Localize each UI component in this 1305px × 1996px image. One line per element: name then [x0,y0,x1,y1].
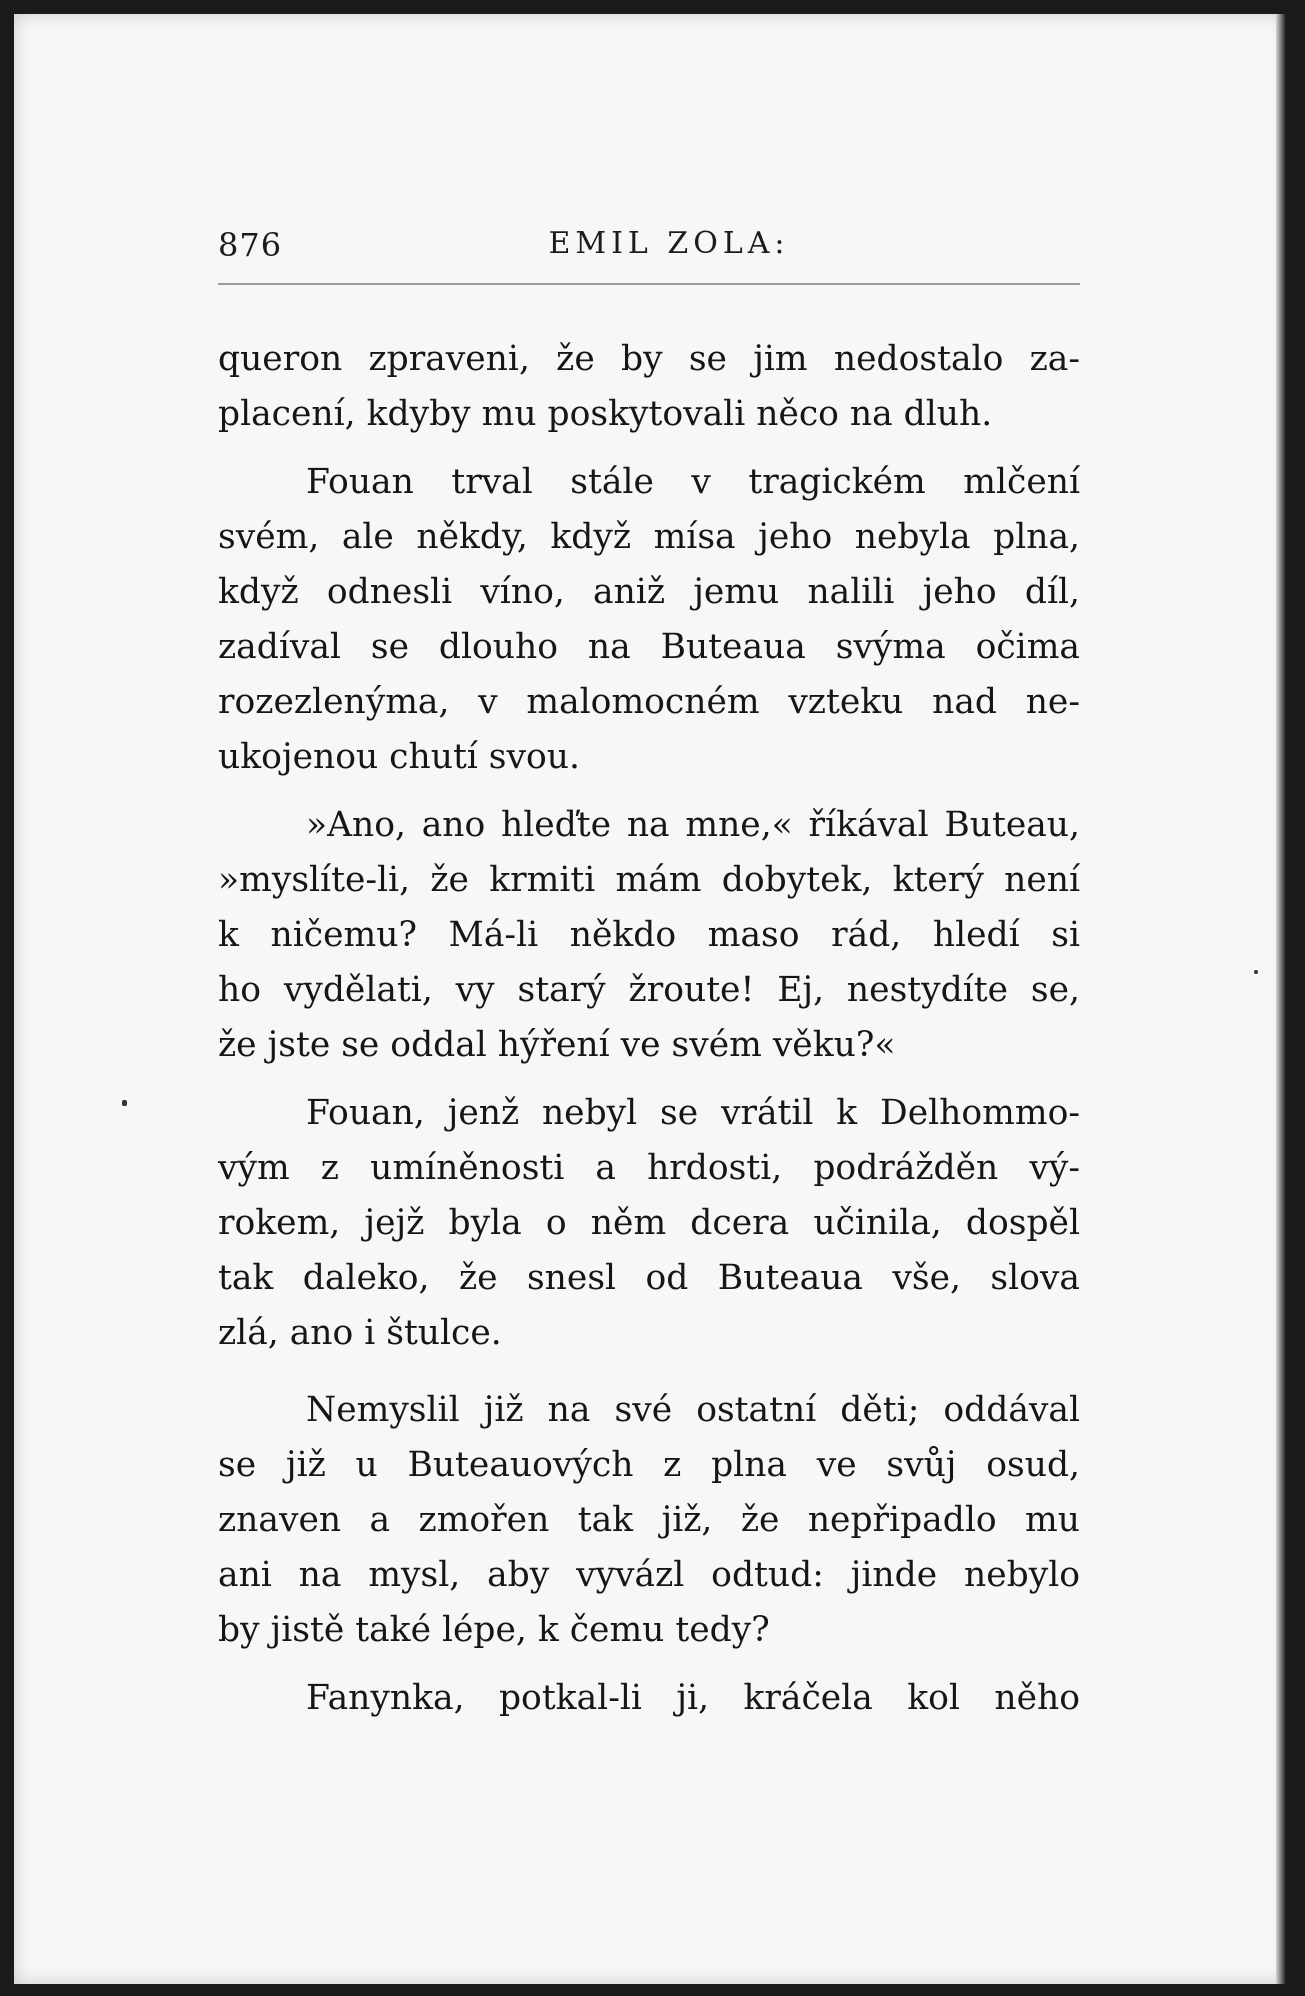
text-line: když odnesli víno, aniž jemu nalili jeho díl, [218,572,1080,612]
text-line: »myslíte-li, že krmiti mám dobytek, který není [218,860,1080,900]
paragraph [218,1086,1080,1361]
text-line: zadíval se dlouho na Buteaua svýma očima [218,627,1080,667]
text-line: svém, ale někdy, když mísa jeho nebyla plna, [218,517,1080,557]
text-line: ani na mysl, aby vyvázl odtud: jinde nebylo [218,1555,1080,1595]
text-line: placení, kdyby mu poskytovali něco na dluh. [218,394,993,434]
body-text [218,332,1080,1726]
text-line: rokem, jejž byla o něm dcera učinila, dospěl [218,1203,1080,1243]
text-line: znaven a zmořen tak již, že nepřipadlo mu [218,1500,1080,1540]
text-line: se již u Buteauových z plna ve svůj osud, [218,1445,1080,1485]
text-line: »Ano, ano hleďte na mne,« říkával Buteau, [306,805,1080,845]
paragraph [218,1671,1080,1726]
scan-speck [122,1100,127,1106]
text-line: zlá, ano i štulce. [218,1313,502,1353]
text-line: Nemyslil již na své ostatní děti; oddával [306,1390,1080,1430]
text-line: tak daleko, že snesl od Buteaua vše, slova [218,1258,1080,1298]
text-line: že jste se oddal hýření ve svém věku?« [218,1025,896,1065]
text-line: ukojenou chutí svou. [218,737,580,777]
text-line: by jistě také lépe, k čemu tedy? [218,1610,770,1650]
text-line: Fouan trval stále v tragickém mlčení [306,462,1080,502]
text-line: vým z umíněnosti a hrdosti, podrážděn vý- [218,1148,1080,1188]
page-number: 876 [218,226,283,264]
text-line: rozezlenýma, v malomocném vzteku nad ne- [218,682,1080,722]
header-rule [218,283,1080,285]
text-line: k ničemu? Má-li někdo maso rád, hledí si [218,915,1080,955]
text-line: queron zpraveni, že by se jim nedostalo za- [218,339,1080,379]
text-line: Fouan, jenž nebyl se vrátil k Delhommo- [306,1093,1080,1133]
scan-edge [1276,14,1286,1984]
text-line: ho vydělati, vy starý žroute! Ej, nestydíte se, [218,970,1080,1010]
paragraph [218,332,1080,442]
running-head [218,226,1080,276]
paragraph [218,455,1080,785]
paragraph [218,1383,1080,1658]
text-line: Fanynka, potkal-li ji, kráčela kol něho [306,1678,1080,1718]
paragraph [218,798,1080,1073]
scan-speck [1254,970,1258,974]
running-title: EMIL ZOLA: [548,226,790,261]
